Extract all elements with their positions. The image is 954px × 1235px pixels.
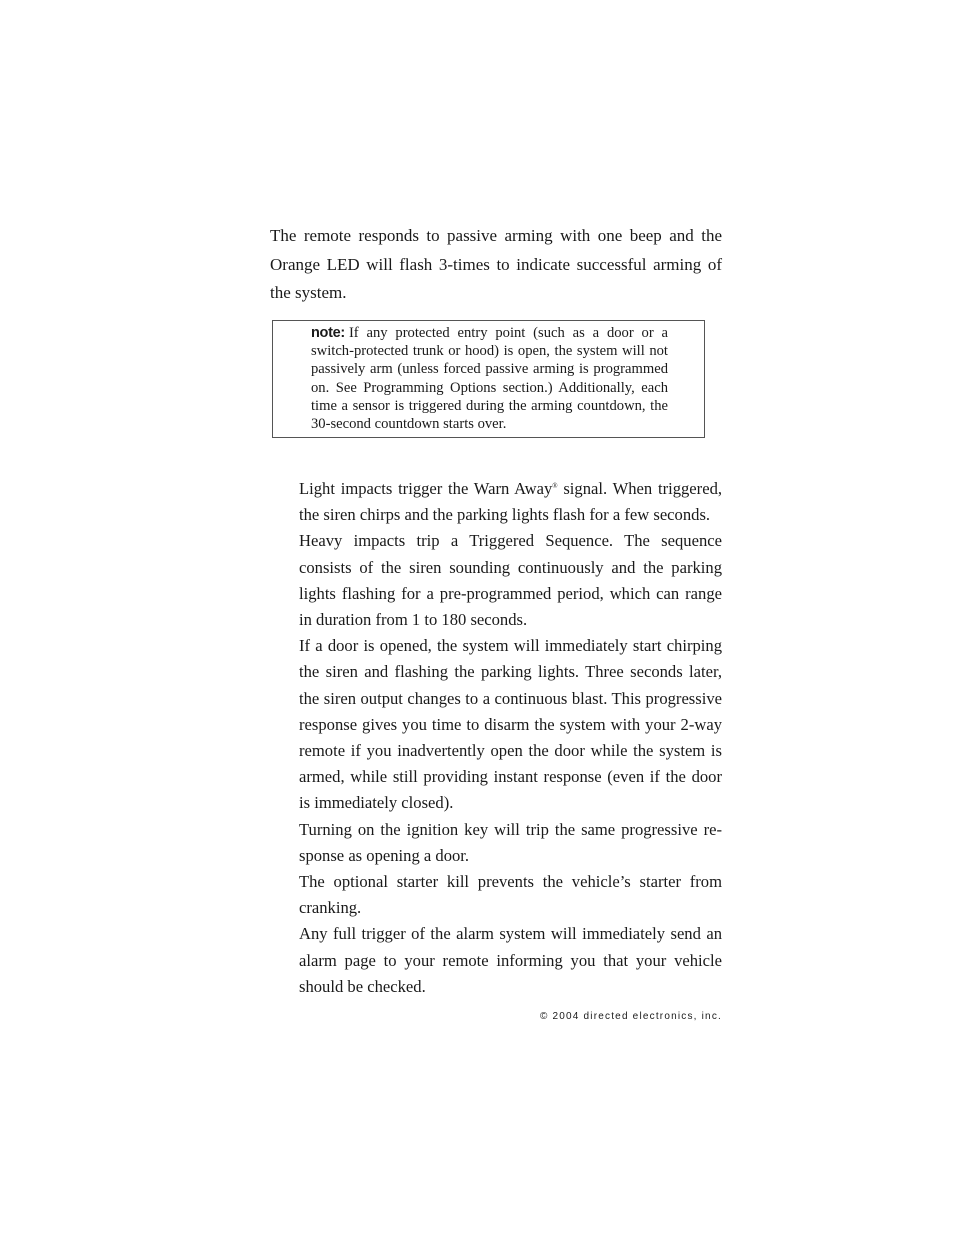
note-text [311,324,668,433]
warn-away-text-start: Light impacts trigger the Warn Away [299,479,553,498]
triggered-sequence-paragraph: Heavy impacts trip a Triggered Sequence. The sequence consists of the siren sounding continuously and the parking lights flashing for a pre-programmed period, which can range in duration from 1 to 180 seconds. [299,531,722,630]
intro-paragraph: The remote responds to passive arming with one beep and the Orange LED will flash 3-times to indicate successful arming of the system. [270,226,722,302]
warn-away-paragraph [299,476,722,528]
note-label: note: [311,325,345,341]
door-opened-paragraph: If a door is opened, the system will immediately start chirping the siren and flashing the parking lights. Three seconds later, the siren output changes to a continuous blast. This progressive response gives you time to disarm the system with your 2-way remote if you inadvertently open the door while the system is armed, while still providing instant response (even if the door is immediately closed). [299,636,722,813]
alarm-page-paragraph: Any full trigger of the alarm system will immediately send an alarm page to your remote informing you that your vehicle should be checked. [299,924,722,996]
ignition-paragraph: Turning on the ignition key will trip the same progressive response as opening a door. [299,819,722,865]
note-body: If any protected entry point (such as a door or a switch-protected trunk or hood) is open, the system will not passively arm (unless forced passive arming is programmed on. See Programming Options section.) Additionally, each time a sensor is triggered during the arming countdown, the 30-second countdown starts over. [311,325,668,433]
copyright-footer: © 2004 directed electronics, inc. [539,1011,722,1022]
starter-kill-paragraph: The optional starter kill prevents the vehicle’s starter from cranking. [299,872,722,918]
feature-description-section [299,476,722,1000]
warn-away-text-end: signal. When triggered, the siren chirps and the parking lights flash for a few seconds. [299,479,723,525]
registered-mark: ® [552,482,558,490]
note-box [272,320,705,438]
